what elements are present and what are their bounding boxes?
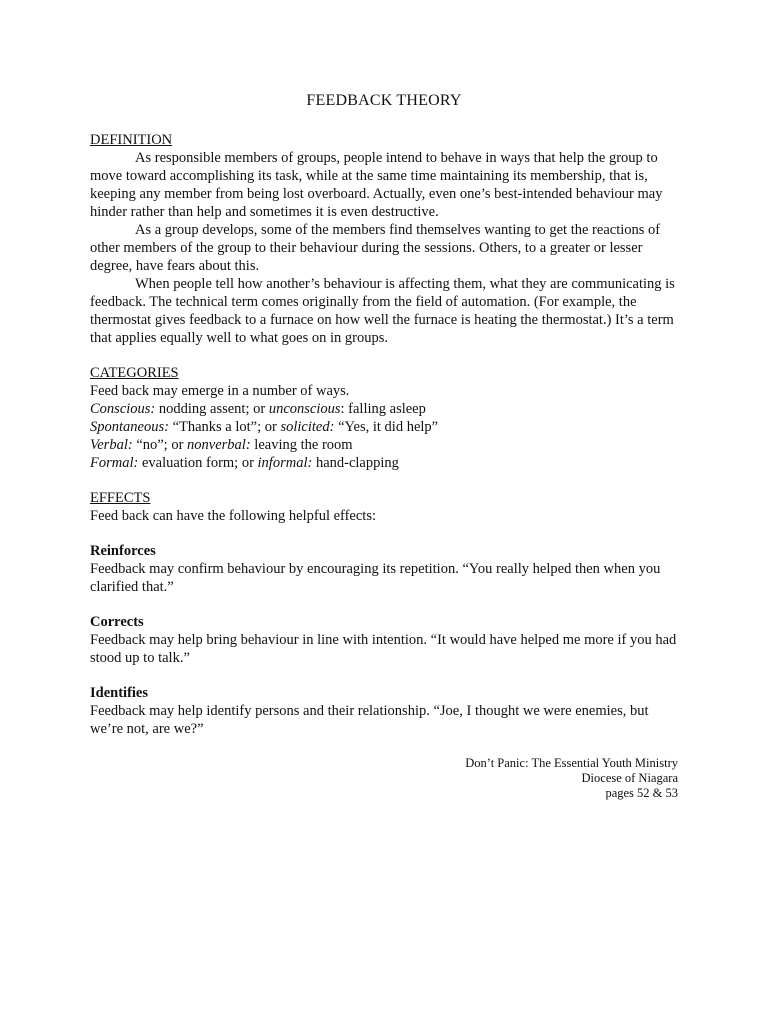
effect-text-reinforces: Feedback may confirm behaviour by encouraging its repetition. “You really helped then when you clarified that.” bbox=[90, 561, 661, 595]
category-item: Spontaneous: “Thanks a lot”; or solicited: “Yes, it did help” bbox=[90, 419, 439, 435]
definition-paragraph-1: As responsible members of groups, people intend to behave in ways that help the group to move toward accomplishing its task, while at the same time maintaining its membership, that is, keeping any member from being lost overboard. Actually, even one’s best-intended behaviour may hinder rather than help and sometimes it is even destructive. bbox=[90, 150, 663, 220]
effects-intro: Feed back can have the following helpful effects: bbox=[90, 508, 376, 524]
effects-section bbox=[90, 489, 678, 738]
categories-section bbox=[90, 364, 678, 472]
effect-text-identifies: Feedback may help identify persons and their relationship. “Joe, I thought we were enemies, but we’re not, are we?” bbox=[90, 703, 649, 737]
category-item: Formal: evaluation form; or informal: hand-clapping bbox=[90, 455, 399, 471]
effect-title-corrects: Corrects bbox=[90, 614, 144, 630]
effect-title-identifies: Identifies bbox=[90, 685, 148, 701]
category-item: Conscious: nodding assent; or unconscious: falling asleep bbox=[90, 401, 426, 417]
categories-heading: CATEGORIES bbox=[90, 365, 179, 381]
citation bbox=[465, 756, 678, 801]
effect-text-corrects: Feedback may help bring behaviour in line with intention. “It would have helped me more if you had stood up to talk.” bbox=[90, 632, 677, 666]
categories-intro: Feed back may emerge in a number of ways. bbox=[90, 383, 350, 399]
citation-line-3: pages 52 & 53 bbox=[605, 786, 678, 800]
category-item: Verbal: “no”; or nonverbal: leaving the room bbox=[90, 437, 353, 453]
effects-heading: EFFECTS bbox=[90, 490, 151, 506]
effect-title-reinforces: Reinforces bbox=[90, 543, 156, 559]
citation-line-1: Don’t Panic: The Essential Youth Ministry bbox=[465, 756, 678, 770]
definition-section bbox=[90, 131, 678, 347]
definition-heading: DEFINITION bbox=[90, 132, 173, 148]
page-title: FEEDBACK THEORY bbox=[306, 92, 462, 109]
definition-paragraph-2: As a group develops, some of the members find themselves wanting to get the reactions of other members of the group to their behaviour during the sessions. Others, to a greater or lesser degree, have fears about this. bbox=[90, 222, 661, 274]
citation-line-2: Diocese of Niagara bbox=[581, 771, 678, 785]
definition-paragraph-3: When people tell how another’s behaviour is affecting them, what they are communicating is feedback. The technical term comes originally from the field of automation. (For example, the thermostat gives feedback to a furnace on how well the furnace is heating the thermostat.) It’s a term that applies equally well to what goes on in groups. bbox=[90, 276, 675, 346]
